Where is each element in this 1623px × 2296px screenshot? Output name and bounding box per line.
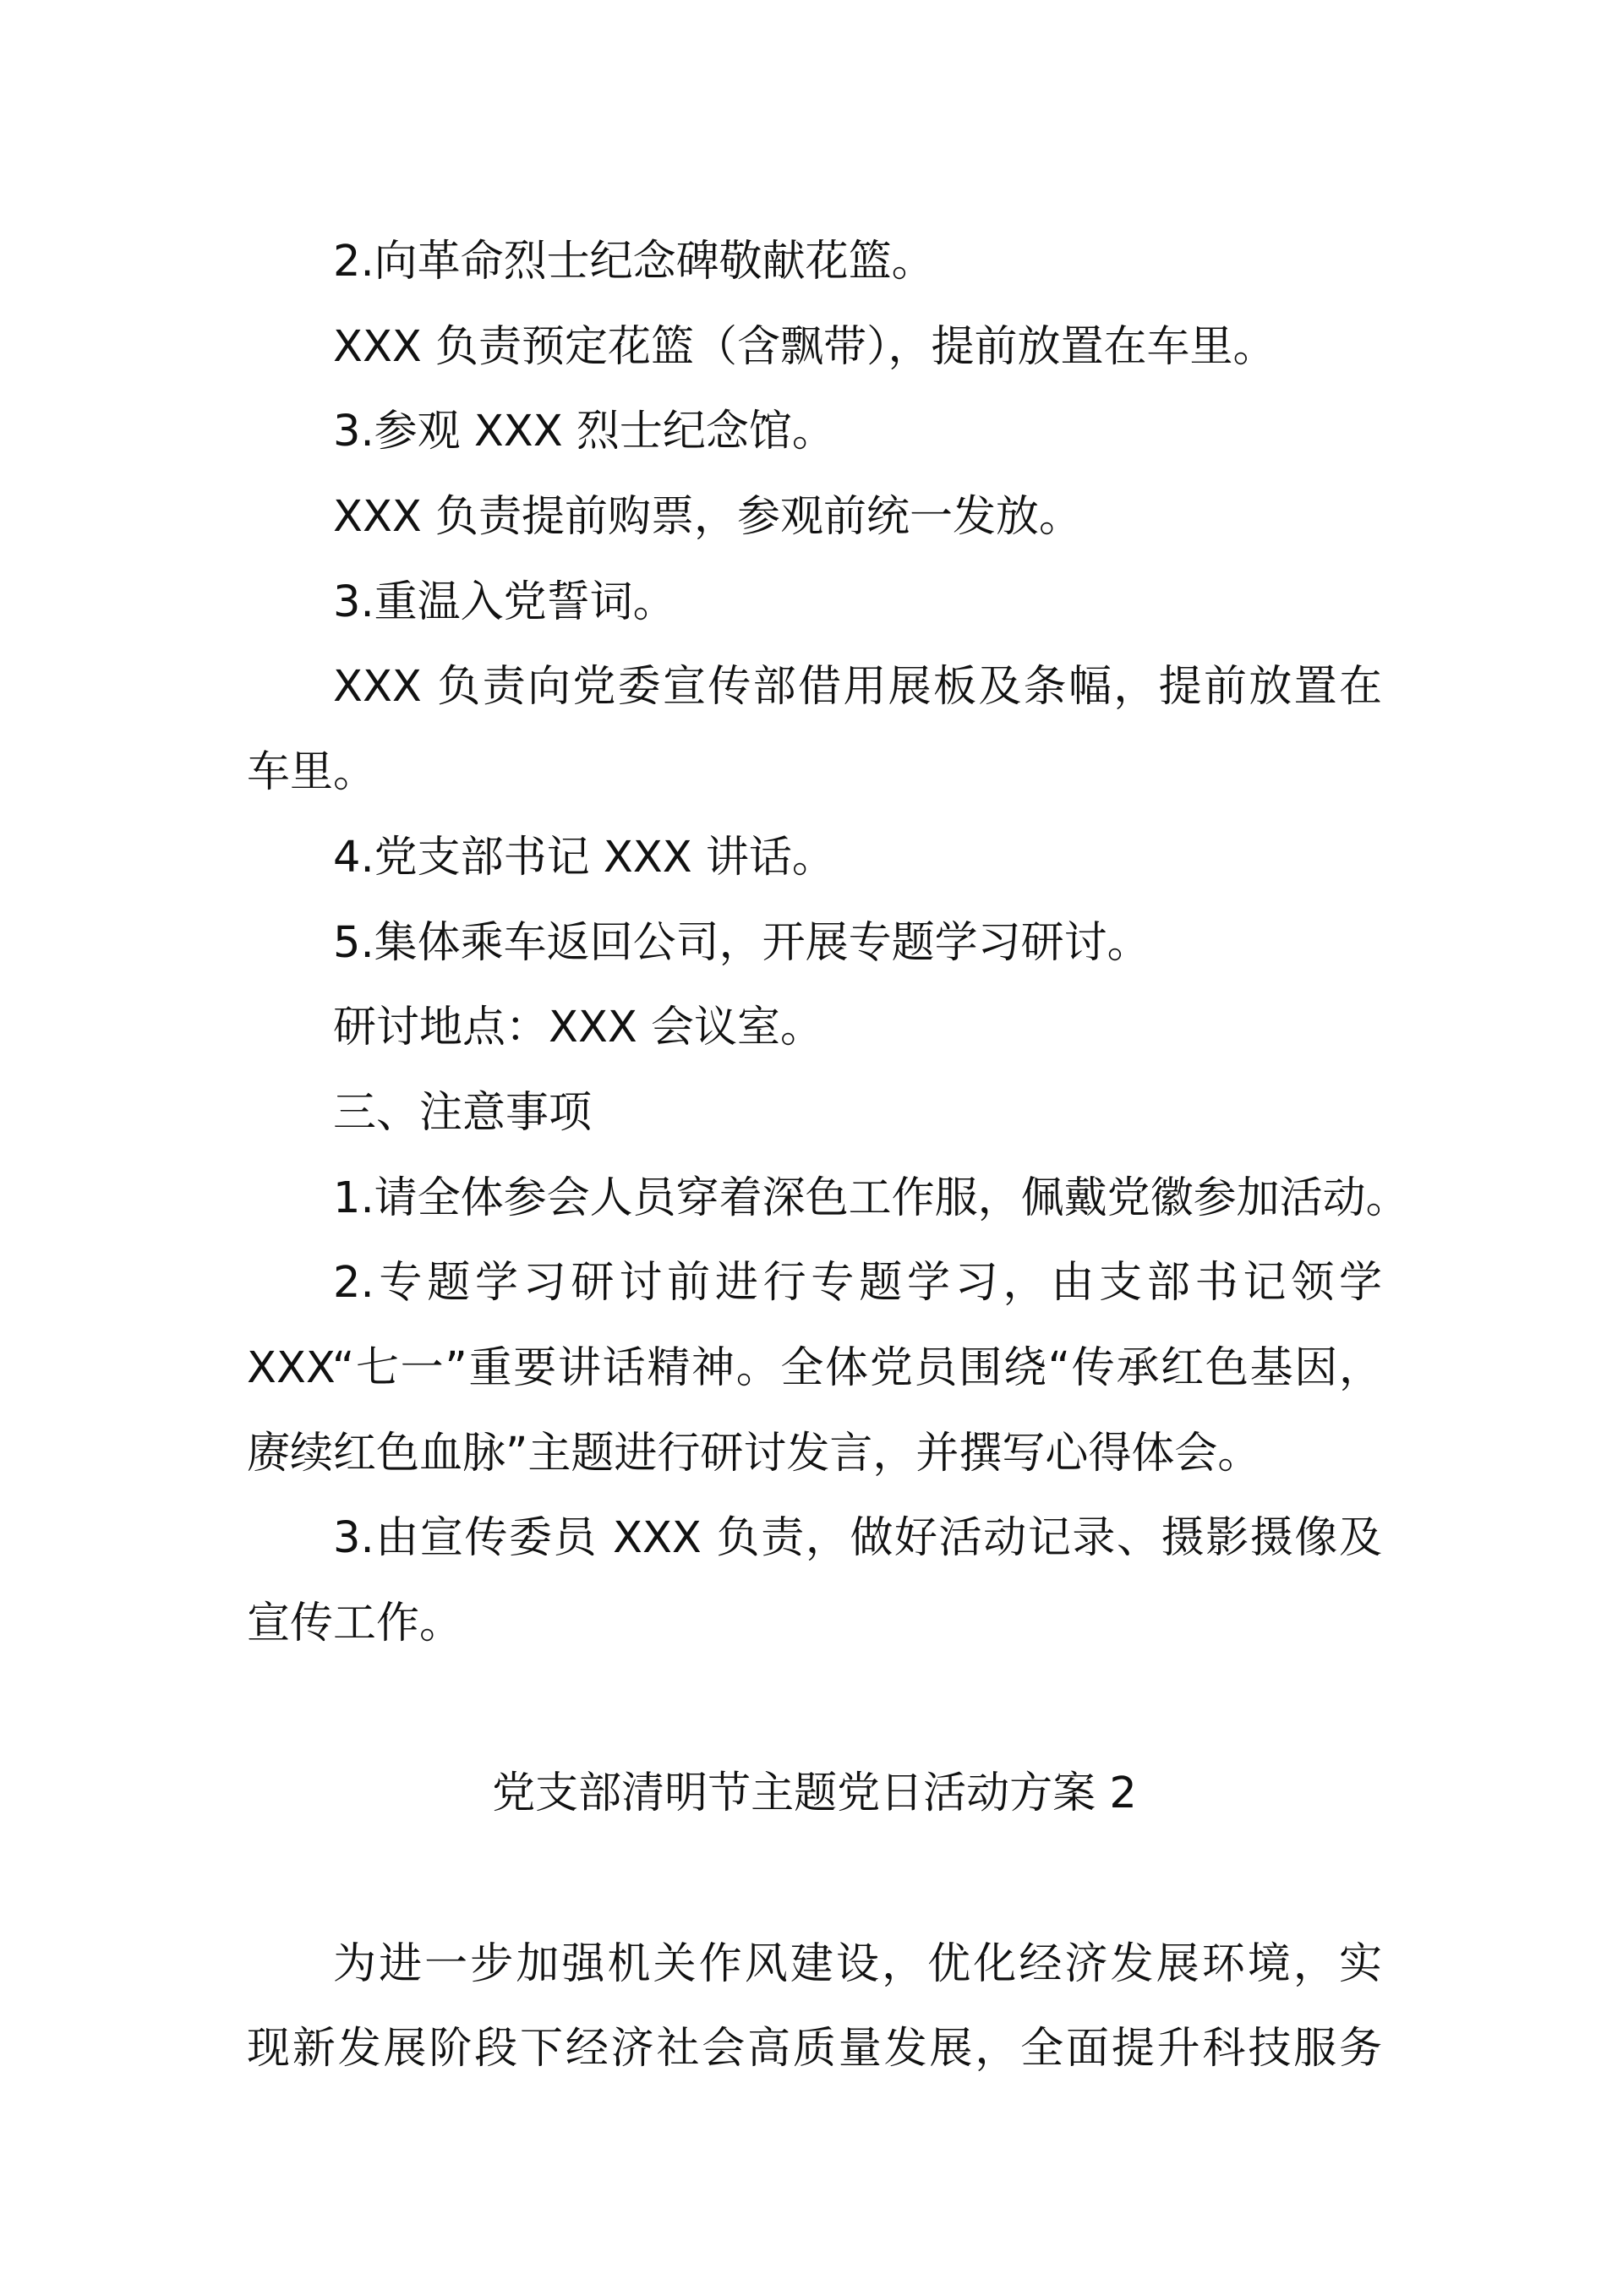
activity-step	[247, 901, 1382, 987]
activity-step	[247, 816, 1382, 901]
activity-step-note	[247, 475, 1382, 560]
activity-step-note	[247, 305, 1382, 391]
plan-intro-paragraph	[247, 1922, 1382, 2092]
paragraph-line: 赓续红色血脉”主题进行研讨发言，并撰写心得体会。	[247, 1428, 1261, 1479]
paragraph-line: 2.向革命烈士纪念碑敬献花篮。	[333, 237, 935, 287]
note-item	[247, 1156, 1409, 1242]
section-heading: 三、注意事项	[333, 1087, 593, 1138]
paragraph-line: XXX“七一”重要讲话精神。全体党员围绕“传承红色基因，	[247, 1342, 1382, 1393]
note-item	[247, 1241, 1382, 1496]
paragraph-line: 车里。	[247, 747, 377, 798]
paragraph-line: 3.由宣传委员 XXX 负责，做好活动记录、摄影摄像及	[333, 1513, 1382, 1564]
paragraph-line: XXX 负责提前购票，参观前统一发放。	[333, 492, 1083, 543]
paragraph-line: 宣传工作。	[247, 1599, 463, 1648]
paragraph-line: XXX 负责向党委宣传部借用展板及条幅，提前放置在	[333, 662, 1382, 713]
paragraph-line: 5.集体乘车返回公司，开展专题学习研讨。	[333, 917, 1150, 968]
paragraph-line: 为进一步加强机关作风建设，优化经济发展环境，实	[333, 1938, 1382, 1989]
paragraph-line: 1.请全体参会人员穿着深色工作服，佩戴党徽参加活动。	[333, 1173, 1409, 1223]
paragraph-line: 2.专题学习研讨前进行专题学习，由支部书记领学	[333, 1258, 1382, 1309]
activity-step-note	[247, 986, 1382, 1071]
activity-step	[247, 220, 1382, 305]
paragraph-line: 3.重温入党誓词。	[333, 577, 676, 627]
activity-step	[247, 560, 1382, 646]
activity-step-note	[247, 645, 1382, 815]
note-item	[247, 1496, 1382, 1666]
document-body	[247, 220, 1409, 2092]
plan-title: 党支部清明节主题党日活动方案 2	[492, 1768, 1137, 1819]
paragraph-line: 3.参观 XXX 烈士纪念馆。	[333, 407, 835, 457]
paragraph-line: 研讨地点：XXX 会议室。	[333, 1003, 824, 1053]
paragraph-line: XXX 负责预定花篮（含飘带），提前放置在车里。	[333, 321, 1276, 372]
paragraph-line: 4.党支部书记 XXX 讲话。	[333, 832, 835, 883]
paragraph-line: 现新发展阶段下经济社会高质量发展，全面提升科技服务	[247, 2024, 1382, 2075]
activity-step	[247, 390, 1382, 475]
